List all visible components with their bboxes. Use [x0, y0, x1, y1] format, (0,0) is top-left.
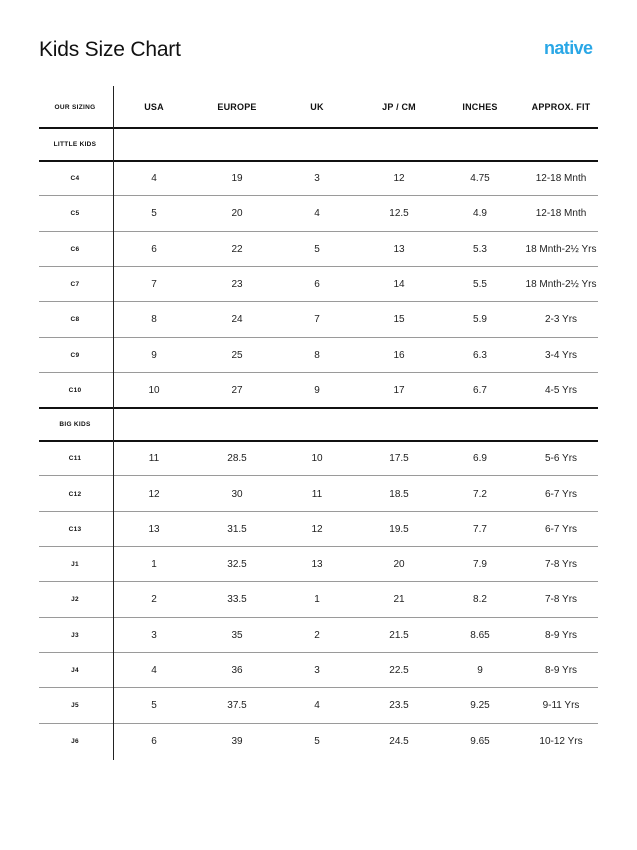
table-cell: 19.5 — [389, 523, 409, 535]
column-divider — [113, 86, 114, 760]
table-cell: 14 — [393, 279, 405, 291]
table-cell: 12 — [311, 523, 323, 535]
table-cell: 6.3 — [473, 349, 487, 361]
table-cell: 18 Mnth-2½ Yrs — [525, 243, 597, 255]
table-cell: 9.65 — [470, 735, 490, 747]
table-cell: 7 — [314, 314, 320, 326]
table-cell: 4.75 — [470, 173, 490, 185]
size-label: J5 — [71, 702, 79, 710]
table-cell: 4 — [314, 208, 320, 220]
table-cell: 1 — [314, 594, 320, 606]
size-label: C6 — [70, 245, 80, 253]
section-label: LITTLE KIDS — [53, 141, 97, 148]
size-label: C9 — [70, 351, 80, 359]
table-cell: 13 — [311, 559, 323, 571]
table-cell: 12.5 — [389, 208, 409, 220]
table-cell: 30 — [231, 488, 243, 500]
header-divider — [39, 127, 598, 129]
table-cell: 2 — [314, 629, 320, 641]
table-cell: 9-11 Yrs — [542, 700, 580, 712]
table-cell: 9 — [314, 384, 320, 396]
table-cell: 2 — [151, 594, 157, 606]
table-cell: 9.25 — [470, 700, 490, 712]
table-cell: 15 — [393, 314, 405, 326]
size-label: J6 — [71, 737, 79, 745]
table-cell: 7.7 — [473, 523, 487, 535]
table-cell: 8.65 — [470, 629, 490, 641]
table-cell: 25 — [231, 349, 243, 361]
size-label: C10 — [68, 386, 82, 394]
table-cell: 8.2 — [473, 594, 487, 606]
column-header-our-sizing: OUR SIZING — [54, 103, 96, 111]
table-cell: 5 — [151, 208, 157, 220]
table-cell: 17.5 — [389, 453, 409, 465]
table-cell: 5 — [314, 735, 320, 747]
table-cell: 6-7 Yrs — [544, 488, 578, 500]
table-cell: 18.5 — [389, 488, 409, 500]
table-cell: 8-9 Yrs — [544, 629, 578, 641]
table-cell: 4 — [314, 700, 320, 712]
size-label: J1 — [71, 561, 79, 569]
table-cell: 4 — [151, 665, 157, 677]
column-header-uk: UK — [310, 102, 324, 112]
table-cell: 9 — [477, 665, 483, 677]
table-cell: 36 — [231, 665, 243, 677]
table-cell: 32.5 — [227, 559, 247, 571]
table-cell: 21 — [393, 594, 405, 606]
section-divider — [39, 407, 598, 409]
table-cell: 5.3 — [473, 243, 487, 255]
table-cell: 7 — [151, 279, 157, 291]
table-cell: 22.5 — [389, 665, 409, 677]
size-label: J3 — [71, 631, 79, 639]
table-cell: 8-9 Yrs — [544, 665, 578, 677]
table-cell: 24 — [231, 314, 243, 326]
table-cell: 5.9 — [473, 314, 487, 326]
size-label: J2 — [71, 596, 79, 604]
table-cell: 39 — [231, 735, 243, 747]
table-cell: 10 — [311, 453, 323, 465]
table-cell: 12-18 Mnth — [535, 208, 587, 220]
column-header-usa: USA — [144, 102, 164, 112]
table-cell: 3 — [314, 173, 320, 185]
table-cell: 7.9 — [473, 559, 487, 571]
table-cell: 6 — [314, 279, 320, 291]
table-cell: 6.7 — [473, 384, 487, 396]
size-label: C7 — [70, 281, 80, 289]
table-cell: 3-4 Yrs — [544, 349, 578, 361]
table-cell: 28.5 — [227, 453, 247, 465]
size-label: C4 — [70, 175, 80, 183]
table-cell: 6 — [151, 243, 157, 255]
table-cell: 5 — [151, 700, 157, 712]
table-cell: 13 — [393, 243, 405, 255]
table-cell: 18 Mnth-2½ Yrs — [525, 279, 597, 291]
brand-logo: native — [544, 38, 593, 58]
table-cell: 5 — [314, 243, 320, 255]
table-cell: 37.5 — [227, 700, 247, 712]
table-cell: 23 — [231, 279, 243, 291]
table-cell: 21.5 — [389, 629, 409, 641]
table-cell: 35 — [231, 629, 243, 641]
table-cell: 10-12 Yrs — [539, 735, 583, 747]
table-cell: 5-6 Yrs — [544, 453, 578, 465]
section-label: BIG KIDS — [59, 421, 91, 429]
table-cell: 13 — [148, 523, 160, 535]
column-header-inches: INCHES — [462, 102, 498, 112]
column-header-europe: EUROPE — [217, 102, 257, 112]
table-cell: 27 — [231, 384, 243, 396]
table-cell: 12-18 Mnth — [535, 173, 587, 185]
page-title: Kids Size Chart — [39, 38, 181, 61]
table-cell: 1 — [151, 559, 157, 571]
table-cell: 11 — [148, 453, 160, 465]
table-cell: 2-3 Yrs — [544, 314, 578, 326]
table-cell: 4.9 — [473, 208, 487, 220]
table-cell: 33.5 — [227, 594, 247, 606]
table-cell: 6 — [151, 735, 157, 747]
column-header-jp-cm: JP / CM — [382, 102, 416, 112]
table-cell: 20 — [231, 208, 243, 220]
size-label: C13 — [68, 525, 82, 533]
table-cell: 12 — [148, 488, 160, 500]
table-cell: 3 — [151, 629, 157, 641]
table-cell: 17 — [393, 384, 405, 396]
table-cell: 10 — [148, 384, 160, 396]
table-cell: 24.5 — [389, 735, 409, 747]
table-cell: 19 — [231, 173, 243, 185]
table-cell: 5.5 — [473, 279, 487, 291]
size-label: J4 — [71, 667, 79, 675]
column-header-approx-fit: APPROX. FIT — [531, 102, 591, 112]
table-cell: 3 — [314, 665, 320, 677]
table-cell: 7-8 Yrs — [544, 559, 578, 571]
table-cell: 23.5 — [389, 700, 409, 712]
size-label: C12 — [68, 490, 82, 498]
table-cell: 31.5 — [227, 523, 247, 535]
table-cell: 7.2 — [473, 488, 487, 500]
table-cell: 8 — [314, 349, 320, 361]
table-cell: 8 — [151, 314, 157, 326]
table-cell: 6.9 — [473, 453, 487, 465]
table-cell: 16 — [393, 349, 405, 361]
table-cell: 7-8 Yrs — [544, 594, 578, 606]
table-cell: 4-5 Yrs — [544, 384, 578, 396]
table-cell: 20 — [393, 559, 405, 571]
size-label: C11 — [68, 455, 82, 463]
size-label: C5 — [70, 210, 80, 218]
table-cell: 12 — [393, 173, 405, 185]
table-cell: 11 — [311, 488, 323, 500]
table-cell: 9 — [151, 349, 157, 361]
table-cell: 4 — [151, 173, 157, 185]
size-label: C8 — [70, 316, 80, 324]
table-cell: 22 — [231, 243, 243, 255]
table-cell: 6-7 Yrs — [544, 523, 578, 535]
